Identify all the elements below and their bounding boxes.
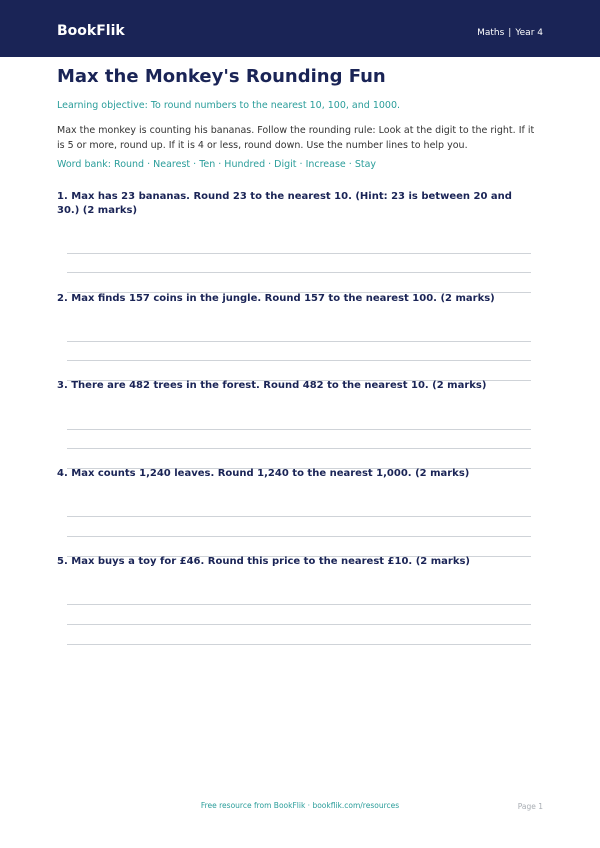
answer-line-q1-1[interactable] [67,253,531,254]
answer-line-q4-2[interactable] [67,536,531,537]
answer-line-q3-2[interactable] [67,448,531,449]
intro-text: Max the monkey is counting his bananas. Follow the rounding rule: Look at the digit to the right. If it is 5 or more, round up. If it is 4 or less, round down. Use the number lines to help you. [57,125,535,151]
answer-line-q4-1[interactable] [67,516,531,517]
question-2: 2. Max finds 157 coins in the jungle. Round 157 to the nearest 100. (2 marks) [57,293,495,304]
question-4: 4. Max counts 1,240 leaves. Round 1,240 to the nearest 1,000. (2 marks) [57,468,470,479]
answer-line-q1-2[interactable] [67,272,531,273]
header-bar [0,0,600,57]
subject-label: Maths [477,28,505,38]
footer-link[interactable]: Free resource from BookFlik · bookflik.com/resources [200,801,400,810]
learning-objective: Learning objective: To round numbers to the nearest 10, 100, and 1000. [57,100,401,111]
brand-logo[interactable]: BookFlik [57,23,125,39]
answer-line-q5-3[interactable] [67,644,531,645]
question-1: 1. Max has 23 bananas. Round 23 to the nearest 10. (Hint: 23 is between 20 and 30.) (2 marks) [57,191,512,216]
answer-line-q5-1[interactable] [67,604,531,605]
header-separator: | [508,28,512,38]
answer-line-q2-1[interactable] [67,341,531,342]
question-3: 3. There are 482 trees in the forest. Round 482 to the nearest 10. (2 marks) [57,380,487,391]
year-label: Year 4 [515,28,543,38]
answer-line-q2-2[interactable] [67,360,531,361]
header-meta [477,27,543,39]
page-number: Page 1 [517,802,543,811]
answer-line-q3-1[interactable] [67,429,531,430]
page-title: Max the Monkey's Rounding Fun [57,66,386,87]
answer-line-q5-2[interactable] [67,624,531,625]
question-5: 5. Max buys a toy for £46. Round this price to the nearest £10. (2 marks) [57,556,470,567]
word-bank: Word bank: Round · Nearest · Ten · Hundred · Digit · Increase · Stay [57,159,377,170]
